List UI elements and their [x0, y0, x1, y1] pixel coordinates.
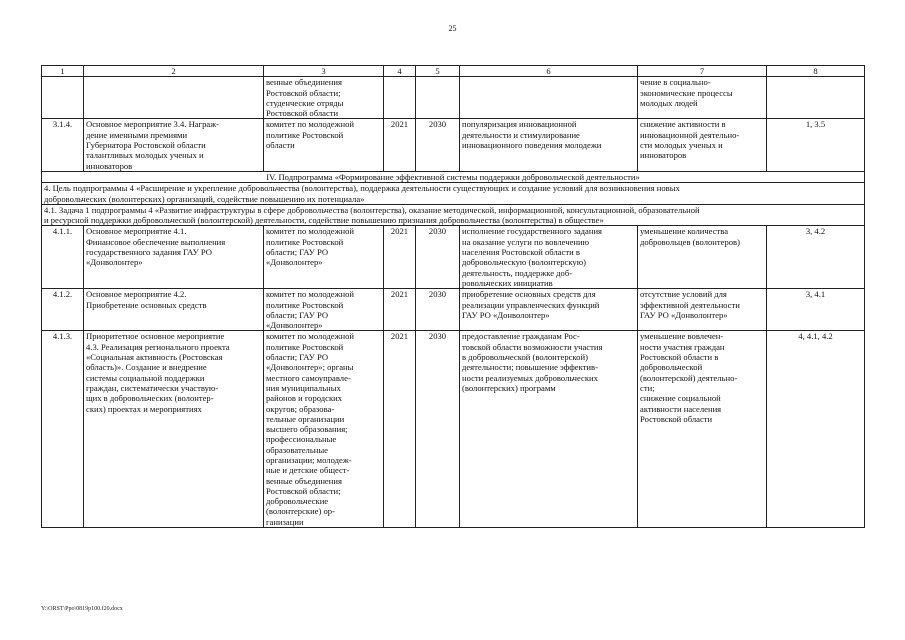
start-year [384, 77, 416, 119]
expected-result [460, 77, 638, 119]
non-implementation-consequence: уменьшение количества добровольцев (волонтеров) [638, 226, 767, 289]
expected-result: исполнение государственного задания на оказание услуги по вовлечению населения Ростовской области в добровольческую (волонтерскую) деятельность, поддержке доб- ровольческих инициатив [460, 226, 638, 289]
page-number: 25 [448, 24, 457, 33]
document-path: Y:\ORST\Ppo\0819p100.f20.docx [41, 606, 123, 612]
header-cell: 8 [767, 66, 865, 77]
header-cell: 6 [460, 66, 638, 77]
indicator-link: 4, 4.1, 4.2 [767, 331, 865, 528]
non-implementation-consequence: снижение активности в инновационной деятельно- сти молодых ученых и инноваторов [638, 119, 767, 171]
goal-row [42, 183, 865, 205]
row-number: 4.1.2. [42, 289, 84, 331]
row-number: 4.1.1. [42, 226, 84, 289]
measures-table [41, 65, 865, 528]
start-year: 2021 [384, 226, 416, 289]
start-year: 2021 [384, 331, 416, 528]
measure-name: Основное мероприятие 4.1. Финансовое обеспечение выполнения государственного задания ГАУ РО «Донволонтер» [84, 226, 264, 289]
measure-name: Основное мероприятие 4.2. Приобретение основных средств [84, 289, 264, 331]
measure-name: Основное мероприятие 3.4. Награж- дение именными премиями Губернатора Ростовской области талантливых молодых ученых и инноваторов [84, 119, 264, 171]
subprogram-task: 4.1. Задача 1 подпрограммы 4 «Развитие инфраструктуры в сфере добровольчества (волонтерства), оказание методической, информационной, консультационной, образовательной и ресурсной поддержки добровольческой (волонтерской) деятельности, содействие повышению признания добровольчества (волонтерства) в обществе» [42, 204, 865, 226]
non-implementation-consequence: уменьшение вовлечен- ности участия граждан Ростовской области в добровольческой (волонтерской) деятельно- сти; снижение социальной активности населения Ростовской области [638, 331, 767, 528]
non-implementation-consequence: отсутствие условий для эффективной деятельности ГАУ РО «Донволонтер» [638, 289, 767, 331]
executor: комитет по молодежной политике Ростовской области; ГАУ РО «Донволонтер» [264, 289, 384, 331]
row-number [42, 77, 84, 119]
table-row [42, 77, 865, 119]
table-row [42, 226, 865, 289]
expected-result: популяризация инновационной деятельности и стимулирование инновационного поведения молодежи [460, 119, 638, 171]
row-number: 4.1.3. [42, 331, 84, 528]
subprogram-title: IV. Подпрограмма «Формирование эффективной системы поддержки добровольческой деятельности» [42, 171, 865, 182]
start-year: 2021 [384, 119, 416, 171]
indicator-link: 1, 3.5 [767, 119, 865, 171]
measure-name: Приоритетное основное мероприятие 4.3. Реализация регионального проекта «Социальная активность (Ростовская область)». Создание и внедрение системы социальной поддержки граждан, систематически участвую- щих в добровольческих (волонтер- ских) проектах и мероприятиях [84, 331, 264, 528]
indicator-link: 3, 4.2 [767, 226, 865, 289]
non-implementation-consequence: чение в социально- экономические процессы молодых людей [638, 77, 767, 119]
executor: комитет по молодежной политике Ростовской области; ГАУ РО «Донволонтер» [264, 226, 384, 289]
subprogram-goal: 4. Цель подпрограммы 4 «Расширение и укрепление добровольчества (волонтерства), поддержка деятельности существующих и создание условий для возникновения новых добровольческих (волонтерских) организаций, содействие повышению их потенциала» [42, 183, 865, 205]
header-cell: 7 [638, 66, 767, 77]
expected-result: приобретение основных средств для реализации управленческих функций ГАУ РО «Донволонтер» [460, 289, 638, 331]
executor: венные объединения Ростовской области; студенческие отряды Ростовской области [264, 77, 384, 119]
table-row [42, 119, 865, 171]
header-cell: 4 [384, 66, 416, 77]
header-cell: 2 [84, 66, 264, 77]
task-row [42, 204, 865, 226]
header-cell: 3 [264, 66, 384, 77]
start-year: 2021 [384, 289, 416, 331]
end-year: 2030 [416, 331, 460, 528]
column-number-row [42, 66, 865, 77]
indicator-link [767, 77, 865, 119]
executor: комитет по молодежной политике Ростовской области [264, 119, 384, 171]
end-year [416, 77, 460, 119]
indicator-link: 3, 4.1 [767, 289, 865, 331]
measure-name [84, 77, 264, 119]
header-cell: 1 [42, 66, 84, 77]
header-cell: 5 [416, 66, 460, 77]
expected-result: предоставление гражданам Рос- товской области возможности участия в добровольческой (волонтерской) деятельности; повышение эффектив- ности реализуемых добровольческих (волонтерских) программ [460, 331, 638, 528]
end-year: 2030 [416, 226, 460, 289]
end-year: 2030 [416, 289, 460, 331]
table-row [42, 331, 865, 528]
end-year: 2030 [416, 119, 460, 171]
executor: комитет по молодежной политике Ростовской области; ГАУ РО «Донволонтер»; органы местного самоуправле- ния муниципальных районов и городских округов; образова- тельные организации высшего образования; профессиональные образовательные организации; молодеж- ные и детские общест- венные объединения Ростовской области; добровольческие (волонтерские) ор- ганизации [264, 331, 384, 528]
row-number: 3.1.4. [42, 119, 84, 171]
table-row [42, 289, 865, 331]
subprogram-title-row [42, 171, 865, 182]
